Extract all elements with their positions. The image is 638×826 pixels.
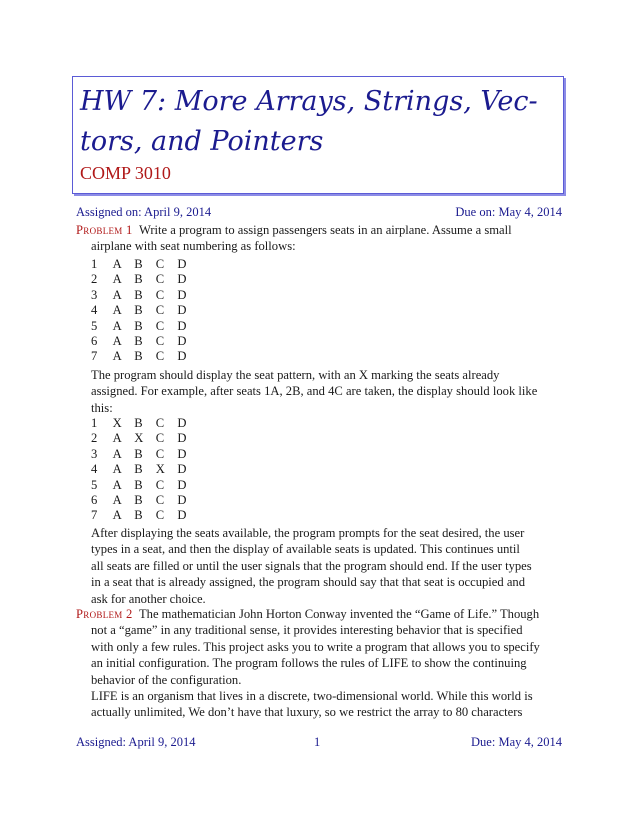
seat-row: [91, 272, 199, 287]
text-line: an initial configuration. The program follows the rules of LIFE to show the continuing: [91, 656, 527, 671]
course-code: COMP 3010: [80, 163, 171, 183]
seat-row-number: 3: [91, 287, 98, 302]
problem-1-intro-line-1: Write a program to assign passengers seats in an airplane. Assume a small: [138, 223, 512, 237]
seat-cell: D: [177, 272, 187, 287]
text-line: behavior of the configuration.: [91, 672, 242, 687]
seat-row: [91, 493, 199, 508]
text-line: in a seat that is already assigned, the program should say that that seat is occupied and: [91, 575, 526, 590]
seat-cell: C: [155, 272, 165, 287]
due-date: Due on: May 4, 2014: [455, 205, 562, 219]
seat-cell: A: [112, 334, 122, 349]
seat-cell: B: [134, 257, 143, 271]
seat-row-number: 4: [91, 303, 98, 318]
seat-row-number: 2: [91, 272, 98, 287]
seat-cell: C: [155, 287, 165, 302]
seat-cell: B: [134, 477, 143, 492]
seat-cell: C: [155, 493, 165, 508]
title-line-1: HW 7: More Arrays, Strings, Vec-: [80, 86, 538, 117]
problem-2-intro: [76, 606, 562, 721]
seat-cell: B: [134, 462, 143, 477]
problem-1-intro-line-2: airplane with seat numbering as follows:: [91, 239, 296, 254]
page-title: [80, 82, 554, 162]
seat-cell: B: [134, 493, 143, 508]
seat-cell: B: [134, 416, 143, 430]
seat-row-number: 6: [91, 334, 98, 349]
seat-cell: C: [155, 303, 165, 318]
seat-cell: X: [155, 462, 165, 477]
seat-cell: D: [177, 349, 187, 364]
seat-row-number: 7: [91, 349, 98, 364]
seat-cell: C: [155, 416, 165, 430]
seat-cell: C: [155, 318, 165, 333]
seat-cell: X: [134, 431, 144, 446]
seat-cell: C: [155, 257, 165, 271]
seat-cell: C: [155, 477, 165, 492]
seat-cell: D: [177, 493, 187, 508]
seat-row: [91, 319, 199, 334]
seat-cell: B: [134, 318, 143, 333]
problem-1-intro: [76, 222, 562, 255]
seat-cell: A: [112, 508, 122, 523]
seat-cell: B: [134, 508, 143, 523]
seat-row-number: 6: [91, 493, 98, 508]
seat-cell: A: [112, 303, 122, 318]
seat-cell: X: [112, 416, 122, 430]
seat-cell: D: [177, 303, 187, 318]
seat-row: [91, 462, 199, 477]
seat-cell: D: [177, 431, 187, 446]
seat-row: [91, 478, 199, 493]
text-line: types in a seat, and then the display of available seats is updated. This continues until: [91, 542, 520, 557]
seat-cell: B: [134, 272, 143, 287]
seat-row-number: 2: [91, 431, 98, 446]
seat-cell: B: [134, 446, 143, 461]
problem-1-paragraph-2: [91, 367, 562, 416]
seat-row: [91, 334, 199, 349]
seat-cell: D: [177, 257, 187, 271]
problem-2-intro-line-1: The mathematician John Horton Conway invented the “Game of Life.” Though: [138, 607, 540, 621]
seat-cell: D: [177, 508, 187, 523]
page-number: 1: [314, 735, 321, 749]
title-line-2: tors, and Pointers: [80, 126, 324, 157]
seat-cell: A: [112, 431, 122, 446]
seat-row: [91, 431, 199, 446]
seat-cell: D: [177, 416, 187, 430]
seat-cell: A: [112, 318, 122, 333]
seat-row: [91, 288, 199, 303]
text-line: all seats are filled or until the user signals that the program should end. If the user types: [91, 558, 532, 573]
seat-row-number: 1: [91, 257, 98, 271]
seat-cell: C: [155, 334, 165, 349]
seat-row: [91, 416, 199, 431]
seat-row: [91, 349, 199, 364]
seat-row-number: 5: [91, 477, 98, 492]
footer-due: Due: May 4, 2014: [471, 735, 562, 749]
seat-cell: D: [177, 287, 187, 302]
seat-cell: C: [155, 508, 165, 523]
seat-cell: D: [177, 477, 187, 492]
seat-cell: C: [155, 349, 165, 364]
seat-row: [91, 257, 199, 272]
text-line: not a “game” in any traditional sense, it provides interesting behavior that is specified: [91, 623, 523, 638]
seat-cell: A: [112, 446, 122, 461]
seat-row-number: 3: [91, 446, 98, 461]
seat-row: [91, 303, 199, 318]
seat-row-number: 5: [91, 318, 98, 333]
seat-row: [91, 447, 199, 462]
seat-cell: A: [112, 272, 122, 287]
seat-cell: C: [155, 446, 165, 461]
seat-cell: D: [177, 446, 187, 461]
seat-row-number: 7: [91, 508, 98, 523]
seat-table-initial: [91, 257, 199, 365]
text-line: LIFE is an organism that lives in a discrete, two-dimensional world. While this world is: [91, 689, 533, 704]
seat-cell: A: [112, 493, 122, 508]
seat-cell: A: [112, 477, 122, 492]
seat-cell: C: [155, 431, 165, 446]
problem-1-paragraph-3: [91, 525, 562, 607]
text-line: After displaying the seats available, the program prompts for the seat desired, the user: [91, 526, 525, 540]
problem-2-label: Problem 2: [76, 607, 133, 621]
seat-row-number: 1: [91, 416, 98, 430]
seat-cell: D: [177, 318, 187, 333]
seat-cell: A: [112, 257, 122, 271]
text-line: actually unlimited, We don’t have that luxury, so we restrict the array to 80 characters: [91, 705, 523, 720]
text-line: with only a few rules. This project asks you to write a program that allows you to specify: [91, 639, 540, 654]
text-line: ask for another choice.: [91, 591, 206, 606]
text-line: this:: [91, 400, 113, 415]
seat-cell: A: [112, 287, 122, 302]
problem-1-label: Problem 1: [76, 223, 133, 237]
text-line: The program should display the seat pattern, with an X marking the seats already: [91, 368, 500, 382]
seat-cell: B: [134, 287, 143, 302]
seat-cell: A: [112, 462, 122, 477]
seat-cell: B: [134, 349, 143, 364]
seat-cell: B: [134, 334, 143, 349]
seat-row: [91, 508, 199, 523]
assigned-date: Assigned on: April 9, 2014: [76, 205, 212, 219]
seat-row-number: 4: [91, 462, 98, 477]
footer-assigned: Assigned: April 9, 2014: [76, 735, 196, 749]
seat-cell: A: [112, 349, 122, 364]
text-line: assigned. For example, after seats 1A, 2B, and 4C are taken, the display should look like: [91, 384, 538, 399]
seat-cell: B: [134, 303, 143, 318]
seat-cell: D: [177, 334, 187, 349]
seat-cell: D: [177, 462, 187, 477]
seat-table-taken: [91, 416, 199, 524]
